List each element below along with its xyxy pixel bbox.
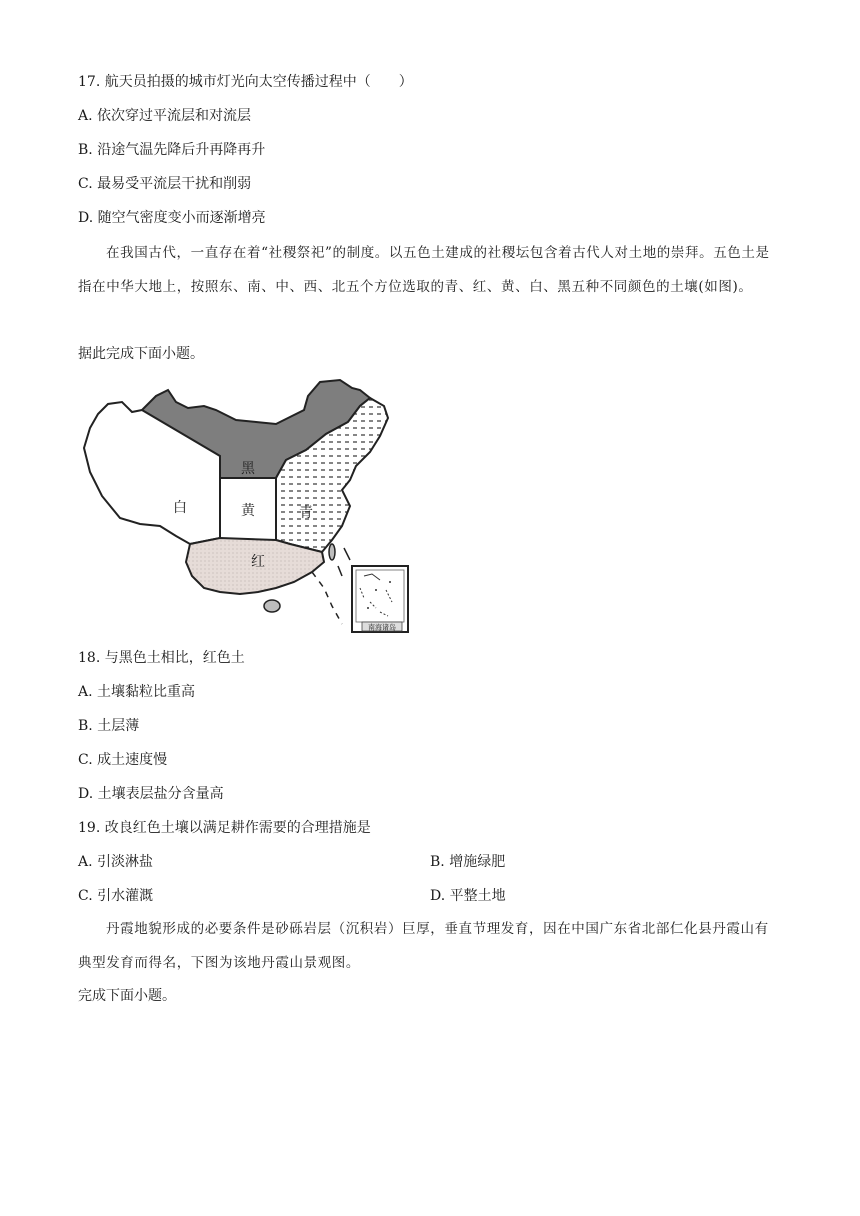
label-black: 黑 [241, 461, 255, 477]
hainan-island [264, 600, 280, 612]
instruction-text-2: 完成下面小题。 [78, 988, 176, 1004]
label-red: 红 [251, 554, 265, 570]
five-color-soil-map [80, 376, 420, 638]
danxia-passage: 丹霞地貌形成的必要条件是砂砾岩层（沉积岩）巨厚，垂直节理发育，因在中国广东省北部仁化县丹霞山有典型发育而得名，下图为该地丹霞山景观图。 [78, 921, 769, 971]
question-18-stem: 18. 与黑色土相比，红色土 [78, 650, 245, 666]
label-white: 白 [173, 500, 187, 516]
q19-option-b[interactable]: B. 增施绿肥 [430, 854, 506, 870]
q18-option-d[interactable]: D. 土壤表层盐分含量高 [78, 786, 224, 802]
q19-option-d[interactable]: D. 平整土地 [430, 888, 506, 904]
inset-label: 南海诸岛 [368, 623, 396, 632]
q18-option-a[interactable]: A. 土壤黏粒比重高 [78, 684, 196, 700]
five-color-soil-passage: 在我国古代，一直存在着“社稷祭祀”的制度。以五色土建成的社稷坛包含着古代人对土地的崇拜。五色土是指在中华大地上，按照东、南、中、西、北五个方位选取的青、红、黄、白、黑五种不同颜色的土壤(如图)。 [78, 245, 770, 295]
q17-option-c[interactable]: C. 最易受平流层干扰和削弱 [78, 176, 252, 192]
instruction-text: 据此完成下面小题。 [78, 346, 204, 362]
q17-option-d[interactable]: D. 随空气密度变小而逐渐增亮 [78, 210, 266, 226]
taiwan-island [329, 544, 335, 560]
q17-option-a[interactable]: A. 依次穿过平流层和对流层 [78, 108, 252, 124]
question-19-stem: 19. 改良红色土壤以满足耕作需要的合理措施是 [78, 820, 371, 836]
q19-option-c[interactable]: C. 引水灌溉 [78, 888, 154, 904]
question-17-stem: 17. 航天员拍摄的城市灯光向太空传播过程中（ ） [78, 74, 413, 90]
label-qing: 青 [299, 505, 313, 521]
q18-option-c[interactable]: C. 成土速度慢 [78, 752, 168, 768]
south-china-sea-inset [352, 566, 408, 632]
q19-option-a[interactable]: A. 引淡淋盐 [78, 854, 154, 870]
label-yellow: 黄 [241, 503, 255, 519]
q18-option-b[interactable]: B. 土层薄 [78, 718, 140, 734]
q17-option-b[interactable]: B. 沿途气温先降后升再降再升 [78, 142, 266, 158]
